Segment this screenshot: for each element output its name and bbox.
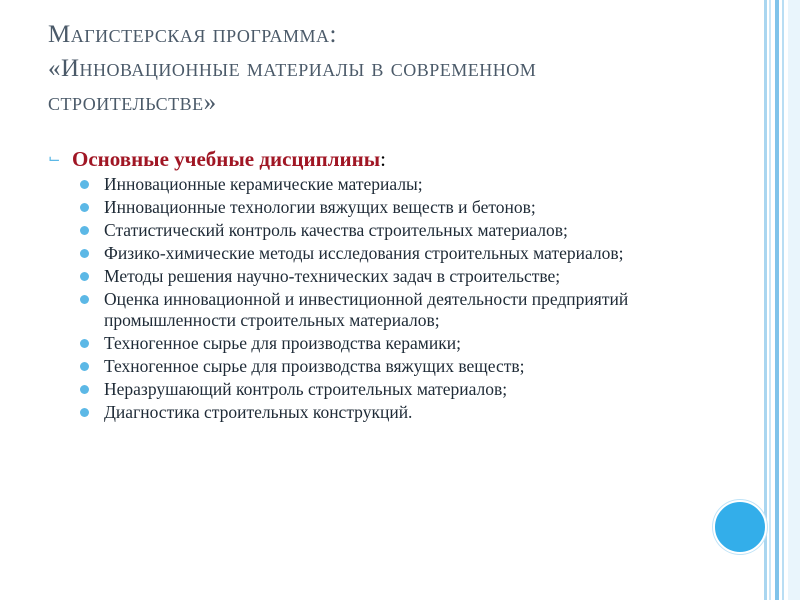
title-line-2: «Инновационные материалы в современном (48, 55, 537, 82)
list-item-text: Статистический контроль качества строительных материалов; (104, 220, 568, 240)
list-item-text: Неразрушающий контроль строительных материалов; (104, 379, 508, 399)
list-item (48, 379, 688, 400)
blue-circle-decoration (713, 500, 767, 554)
slide-title (48, 18, 748, 120)
list-item (48, 243, 688, 264)
list-item-text: Техногенное сырье для производства керамики; (104, 333, 461, 353)
round-bullet-icon (80, 408, 89, 417)
round-bullet-icon (80, 226, 89, 235)
section-heading (48, 146, 688, 172)
list-item (48, 356, 688, 377)
list-item (48, 197, 688, 218)
list-item (48, 174, 688, 195)
list-item (48, 266, 688, 287)
decorative-stripe (788, 0, 800, 600)
decorative-stripe (775, 0, 779, 600)
section-heading-text: Основные учебные дисциплины (72, 147, 381, 171)
list-item-text: Техногенное сырье для производства вяжущих веществ; (104, 356, 525, 376)
round-bullet-icon (80, 249, 89, 258)
decorative-stripe (782, 0, 784, 600)
decorative-stripe (769, 0, 771, 600)
round-bullet-icon (80, 339, 89, 348)
list-item-text: Инновационные технологии вяжущих веществ и бетонов; (104, 197, 536, 217)
list-item (48, 289, 688, 331)
round-bullet-icon (80, 180, 89, 189)
list-item-text: Диагностика строительных конструкций. (104, 402, 413, 422)
slide-content (48, 146, 688, 423)
round-bullet-icon (80, 295, 89, 304)
title-line-3: строительстве» (48, 89, 217, 116)
section-heading-colon: : (380, 147, 386, 171)
list-item-text: Методы решения научно-технических задач в строительстве; (104, 266, 561, 286)
list-item (48, 220, 688, 241)
list-item-text: Физико-химические методы исследования строительных материалов; (104, 243, 624, 263)
round-bullet-icon (80, 362, 89, 371)
list-item (48, 333, 688, 354)
list-item-text: Инновационные керамические материалы; (104, 174, 423, 194)
round-bullet-icon (80, 385, 89, 394)
decorative-stripe (764, 0, 767, 600)
round-bullet-icon (80, 272, 89, 281)
title-line-1: Магистерская программа: (48, 21, 337, 48)
list-item-text: Оценка инновационной и инвестиционной деятельности предприятий промышленности строительных материалов; (104, 289, 629, 330)
round-bullet-icon (80, 203, 89, 212)
list-item (48, 402, 688, 423)
stylized-bullet-icon: ⌙ (48, 149, 61, 167)
discipline-list (48, 174, 688, 423)
